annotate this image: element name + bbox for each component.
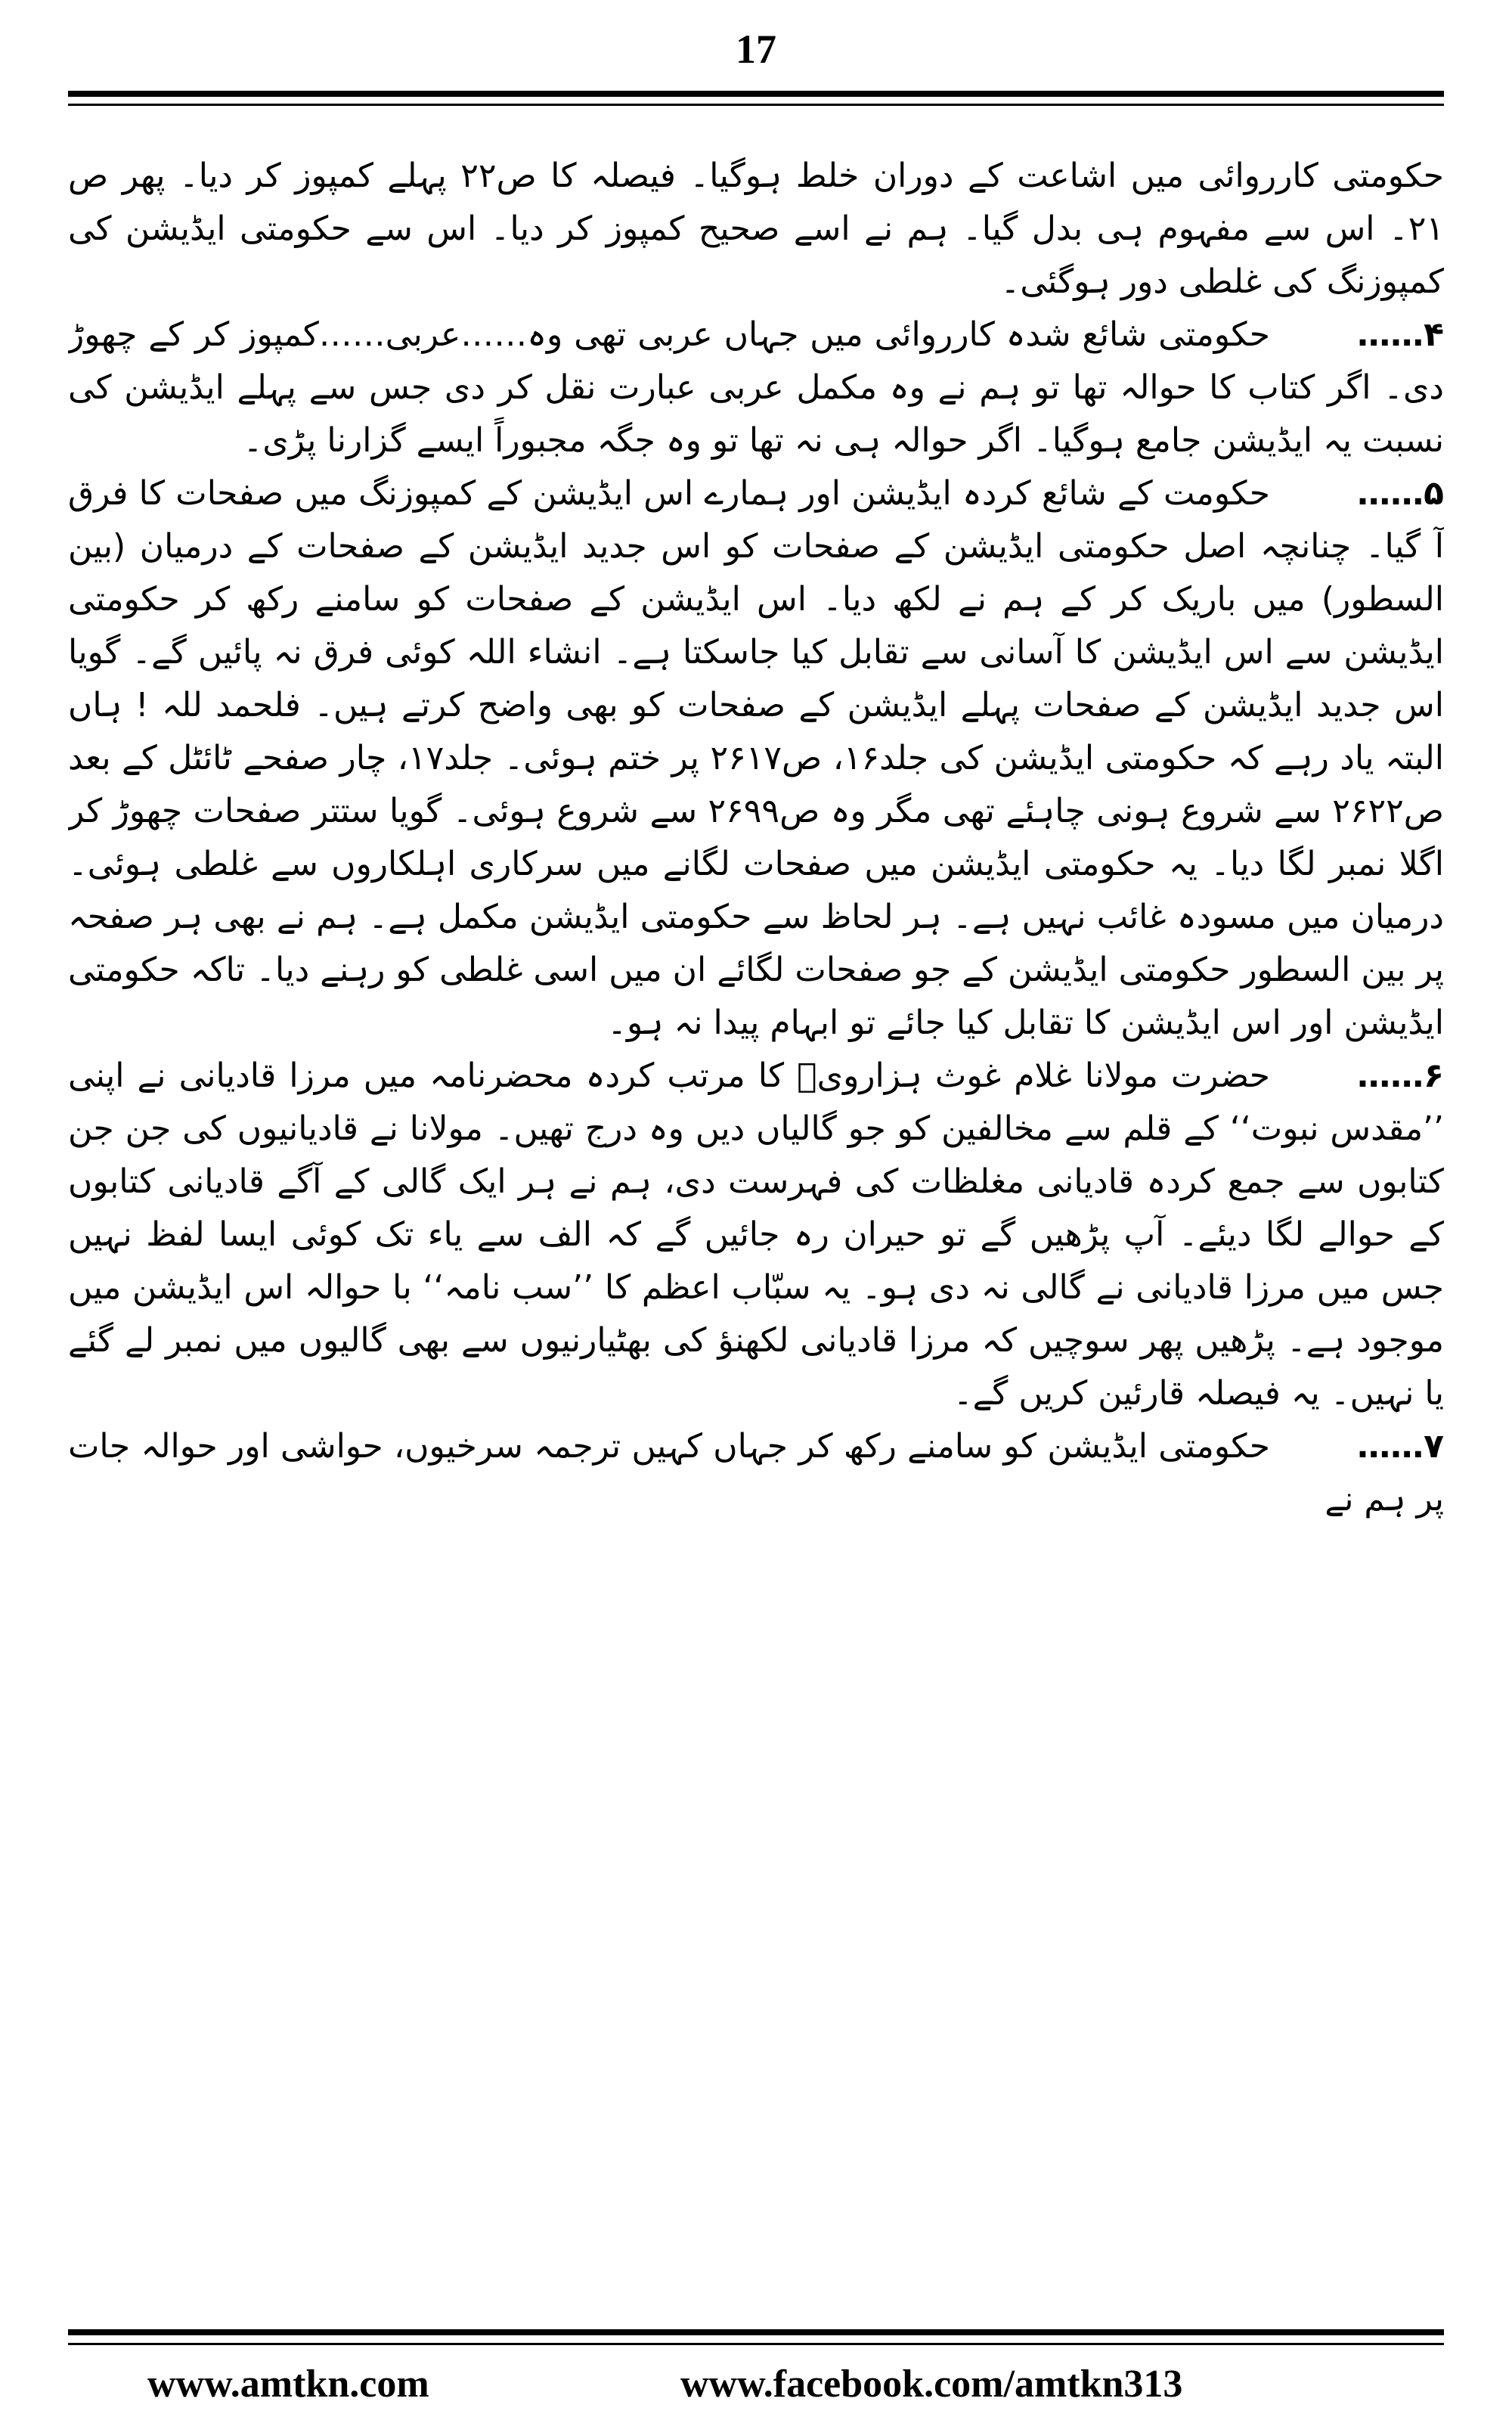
- paragraph-item-5: [68, 467, 1444, 1050]
- item-number: ۴……: [1357, 315, 1444, 354]
- paragraph-item-6: [68, 1050, 1444, 1420]
- header-rule-thick: [68, 91, 1444, 97]
- item-number: ۷……: [1357, 1427, 1444, 1466]
- page-number: 17: [736, 26, 776, 72]
- website-link[interactable]: www.amtkn.com: [147, 2363, 429, 2406]
- paragraph-item-7: [68, 1420, 1444, 1526]
- footer: [0, 2358, 1512, 2411]
- header-rule-thin: [68, 104, 1444, 106]
- item-number: ۶……: [1357, 1056, 1444, 1095]
- footer-rule-thin: [68, 2343, 1444, 2345]
- footer-rule-thick: [68, 2329, 1444, 2335]
- paragraph-text: حکومت کے شائع کردہ ایڈیشن اور ہمارے اس ایڈیشن کے کمپوزنگ میں صفحات کا فرق آ گیا۔ چنانچہ اصل حکومتی ایڈیشن کے صفحات کو اس جدید ایڈیشن کے صفحات کے درمیان (بین السطور) میں باریک کر کے ہم نے لکھ دیا۔ اس ایڈیشن کے صفحات کو سامنے رکھ کر حکومتی ایڈیشن سے اس ایڈیشن کا آسانی سے تقابل کیا جاسکتا ہے۔ انشاء اللہ کوئی فرق نہ پائیں گے۔ گویا اس جدید ایڈیشن کے صفحات پہلے ایڈیشن کے صفحات کو بھی واضح کرتے ہیں۔ فلحمد للہ ! ہاں البتہ یاد رہے کہ حکومتی ایڈیشن کی جلد۱۶، ص۲۶۱۷ پر ختم ہوئی۔ جلد۱۷، چار صفحے ٹائٹل کے بعد ص۲۶۲۲ سے شروع ہونی چاہئے تھی مگر وہ ص۲۶۹۹ سے شروع ہوئی۔ گویا ستتر صفحات چھوڑ کر اگلا نمبر لگا دیا۔ یہ حکومتی ایڈیشن میں صفحات لگانے میں سرکاری اہلکاروں سے غلطی ہوئی۔ درمیان میں مسودہ غائب نہیں ہے۔ ہر لحاظ سے حکومتی ایڈیشن مکمل ہے۔ ہم نے بھی ہر صفحہ پر بین السطور حکومتی ایڈیشن کے جو صفحات لگائے ان میں اسی غلطی کو رہنے دیا۔ تاکہ حکومتی ایڈیشن اور اس ایڈیشن کا تقابل کیا جائے تو ابہام پیدا نہ ہو۔: [68, 474, 1444, 1042]
- paragraph-item-4: [68, 309, 1444, 467]
- item-number: ۵……: [1357, 474, 1444, 513]
- paragraph-text: حکومتی کارروائی میں اشاعت کے دوران خلط ہوگیا۔ فیصلہ کا ص۲۲ پہلے کمپوز کر دیا۔ پھر ص ۲۱۔ اس سے مفہوم ہی بدل گیا۔ ہم نے اسے صحیح کمپوز کر دیا۔ اس سے حکومتی ایڈیشن کی کمپوزنگ کی غلطی دور ہوگئی۔: [68, 157, 1444, 301]
- paragraph-continuation: [68, 150, 1444, 309]
- facebook-link[interactable]: www.facebook.com/amtkn313: [680, 2363, 1183, 2406]
- paragraph-text: حضرت مولانا غلام غوث ہزارویؒ کا مرتب کردہ محضرنامہ میں مرزا قادیانی نے اپنی ’’مقدس نبوت‘‘ کے قلم سے مخالفین کو جو گالیاں دیں وہ درج تھیں۔ مولانا نے قادیانیوں کی جن جن کتابوں سے جمع کردہ قادیانی مغلظات کی فہرست دی، ہم نے ہر ایک گالی کے آگے قادیانی کتابوں کے حوالے لگا دیئے۔ آپ پڑھیں گے تو حیران رہ جائیں گے کہ الف سے یاء تک کوئی ایسا لفظ نہیں جس میں مرزا قادیانی نے گالی نہ دی ہو۔ یہ سبّاب اعظم کا ’’سب نامہ‘‘ با حوالہ اس ایڈیشن میں موجود ہے۔ پڑھیں پھر سوچیں کہ مرزا قادیانی لکھنؤ کی بھٹیارنیوں سے بھی گالیوں میں نمبر لے گئے یا نہیں۔ یہ فیصلہ قارئین کریں گے۔: [68, 1056, 1444, 1413]
- body-text: [68, 150, 1444, 2245]
- paragraph-text: حکومتی شائع شدہ کارروائی میں جہاں عربی تھی وہ……عربی……کمپوز کر کے چھوڑ دی۔ اگر کتاب کا حوالہ تھا تو ہم نے وہ مکمل عربی عبارت نقل کر دی جس سے پہلے ایڈیشن کی نسبت یہ ایڈیشن جامع ہوگیا۔ اگر حوالہ ہی نہ تھا تو وہ جگہ مجبوراً ایسے گزارنا پڑی۔: [68, 315, 1444, 460]
- paragraph-text: حکومتی ایڈیشن کو سامنے رکھ کر جہاں کہیں ترجمہ سرخیوں، حواشی اور حوالہ جات پر ہم نے: [68, 1427, 1444, 1519]
